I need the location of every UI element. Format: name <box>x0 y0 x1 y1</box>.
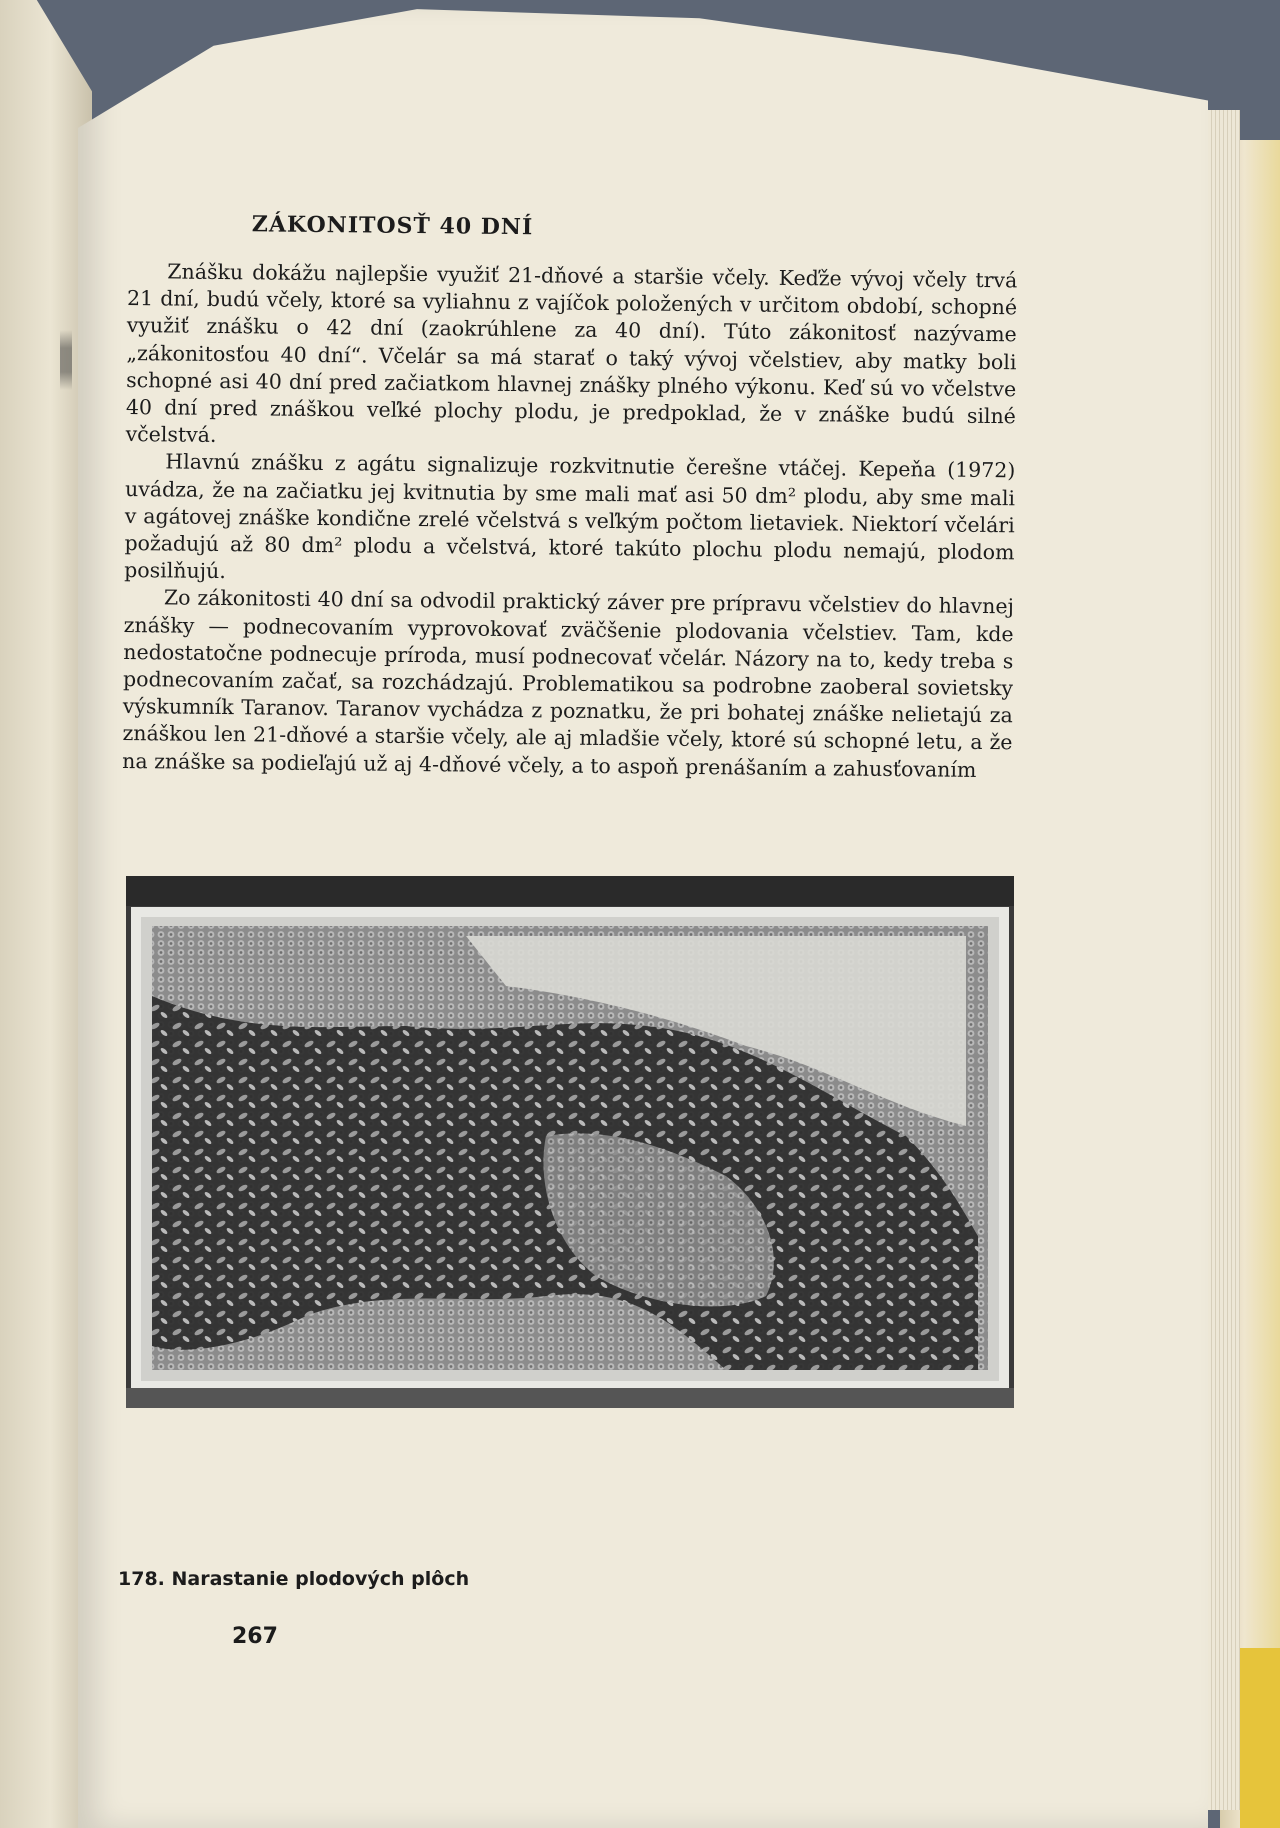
paragraph-2: Hlavnú znášku z agátu signalizuje rozkvitnutie čerešne vtáčej. Kepeňa (1972) uvádza, že na začiatku jej kvitnutia by sme mali mať asi 50 dm² plodu, aby sme mali v agátovej znáške kondične zrelé včelstvá s veľkým počtom lietaviek. Niektorí včelári požadujú až 80 dm² plodu a včelstvá, ktoré takúto plochu plodu nemajú, plodom posilňujú. <box>124 449 1016 584</box>
page-number: 267 <box>232 1624 278 1649</box>
paragraph-3: Zo zákonitosti 40 dní sa odvodil praktický záver pre prípravu včelstiev do hlavnej znášky — podnecovaním vyprovokovať zväčšenie plodovania včelstiev. Tam, kde nedostatočne podnecuje príroda, musí podnecovať včelár. Názory na to, kedy treba s podnecovaním začať, sa rozchádzajú. Problematikou sa podrobne zaoberal sovietsky výskumník Taranov. Taranov vychádza z poznatku, že pri bohatej znáške nelietajú za znáškou len 21-dňové a staršie včely, ale aj mladšie včely, ktoré sú schopné letu, a že na znáške sa podieľajú už aj 4-dňové včely, a to aspoň prenášaním a zahusťovaním <box>122 585 1015 782</box>
page-text-block <box>122 210 1018 784</box>
section-heading: ZÁKONITOSŤ 40 DNÍ <box>251 211 534 241</box>
honeycomb-frame-photo <box>126 876 1014 1408</box>
figure-caption: 178. Narastanie plodových plôch <box>118 1568 470 1590</box>
paragraph-1: Znášku dokážu najlepšie využiť 21-dňové a staršie včely. Keďže vývoj včely trvá 21 dní, budú včely, ktoré sa vyliahnu z vajíčok položených v určitom období, schopné využiť znášku o 42 dní (zaokrúhlene za 40 dní). Túto zákonitosť nazývame „zákonitosťou 40 dní“. Včelár sa má starať o taký vývoj včelstiev, aby matky boli schopné asi 40 dní pred začiatkom hlavnej znášky plného výkonu. Keď sú vo včelstve 40 dní pred znáškou veľké plochy plodu, je predpoklad, že v znáške budú silné včelstvá. <box>125 259 1018 448</box>
